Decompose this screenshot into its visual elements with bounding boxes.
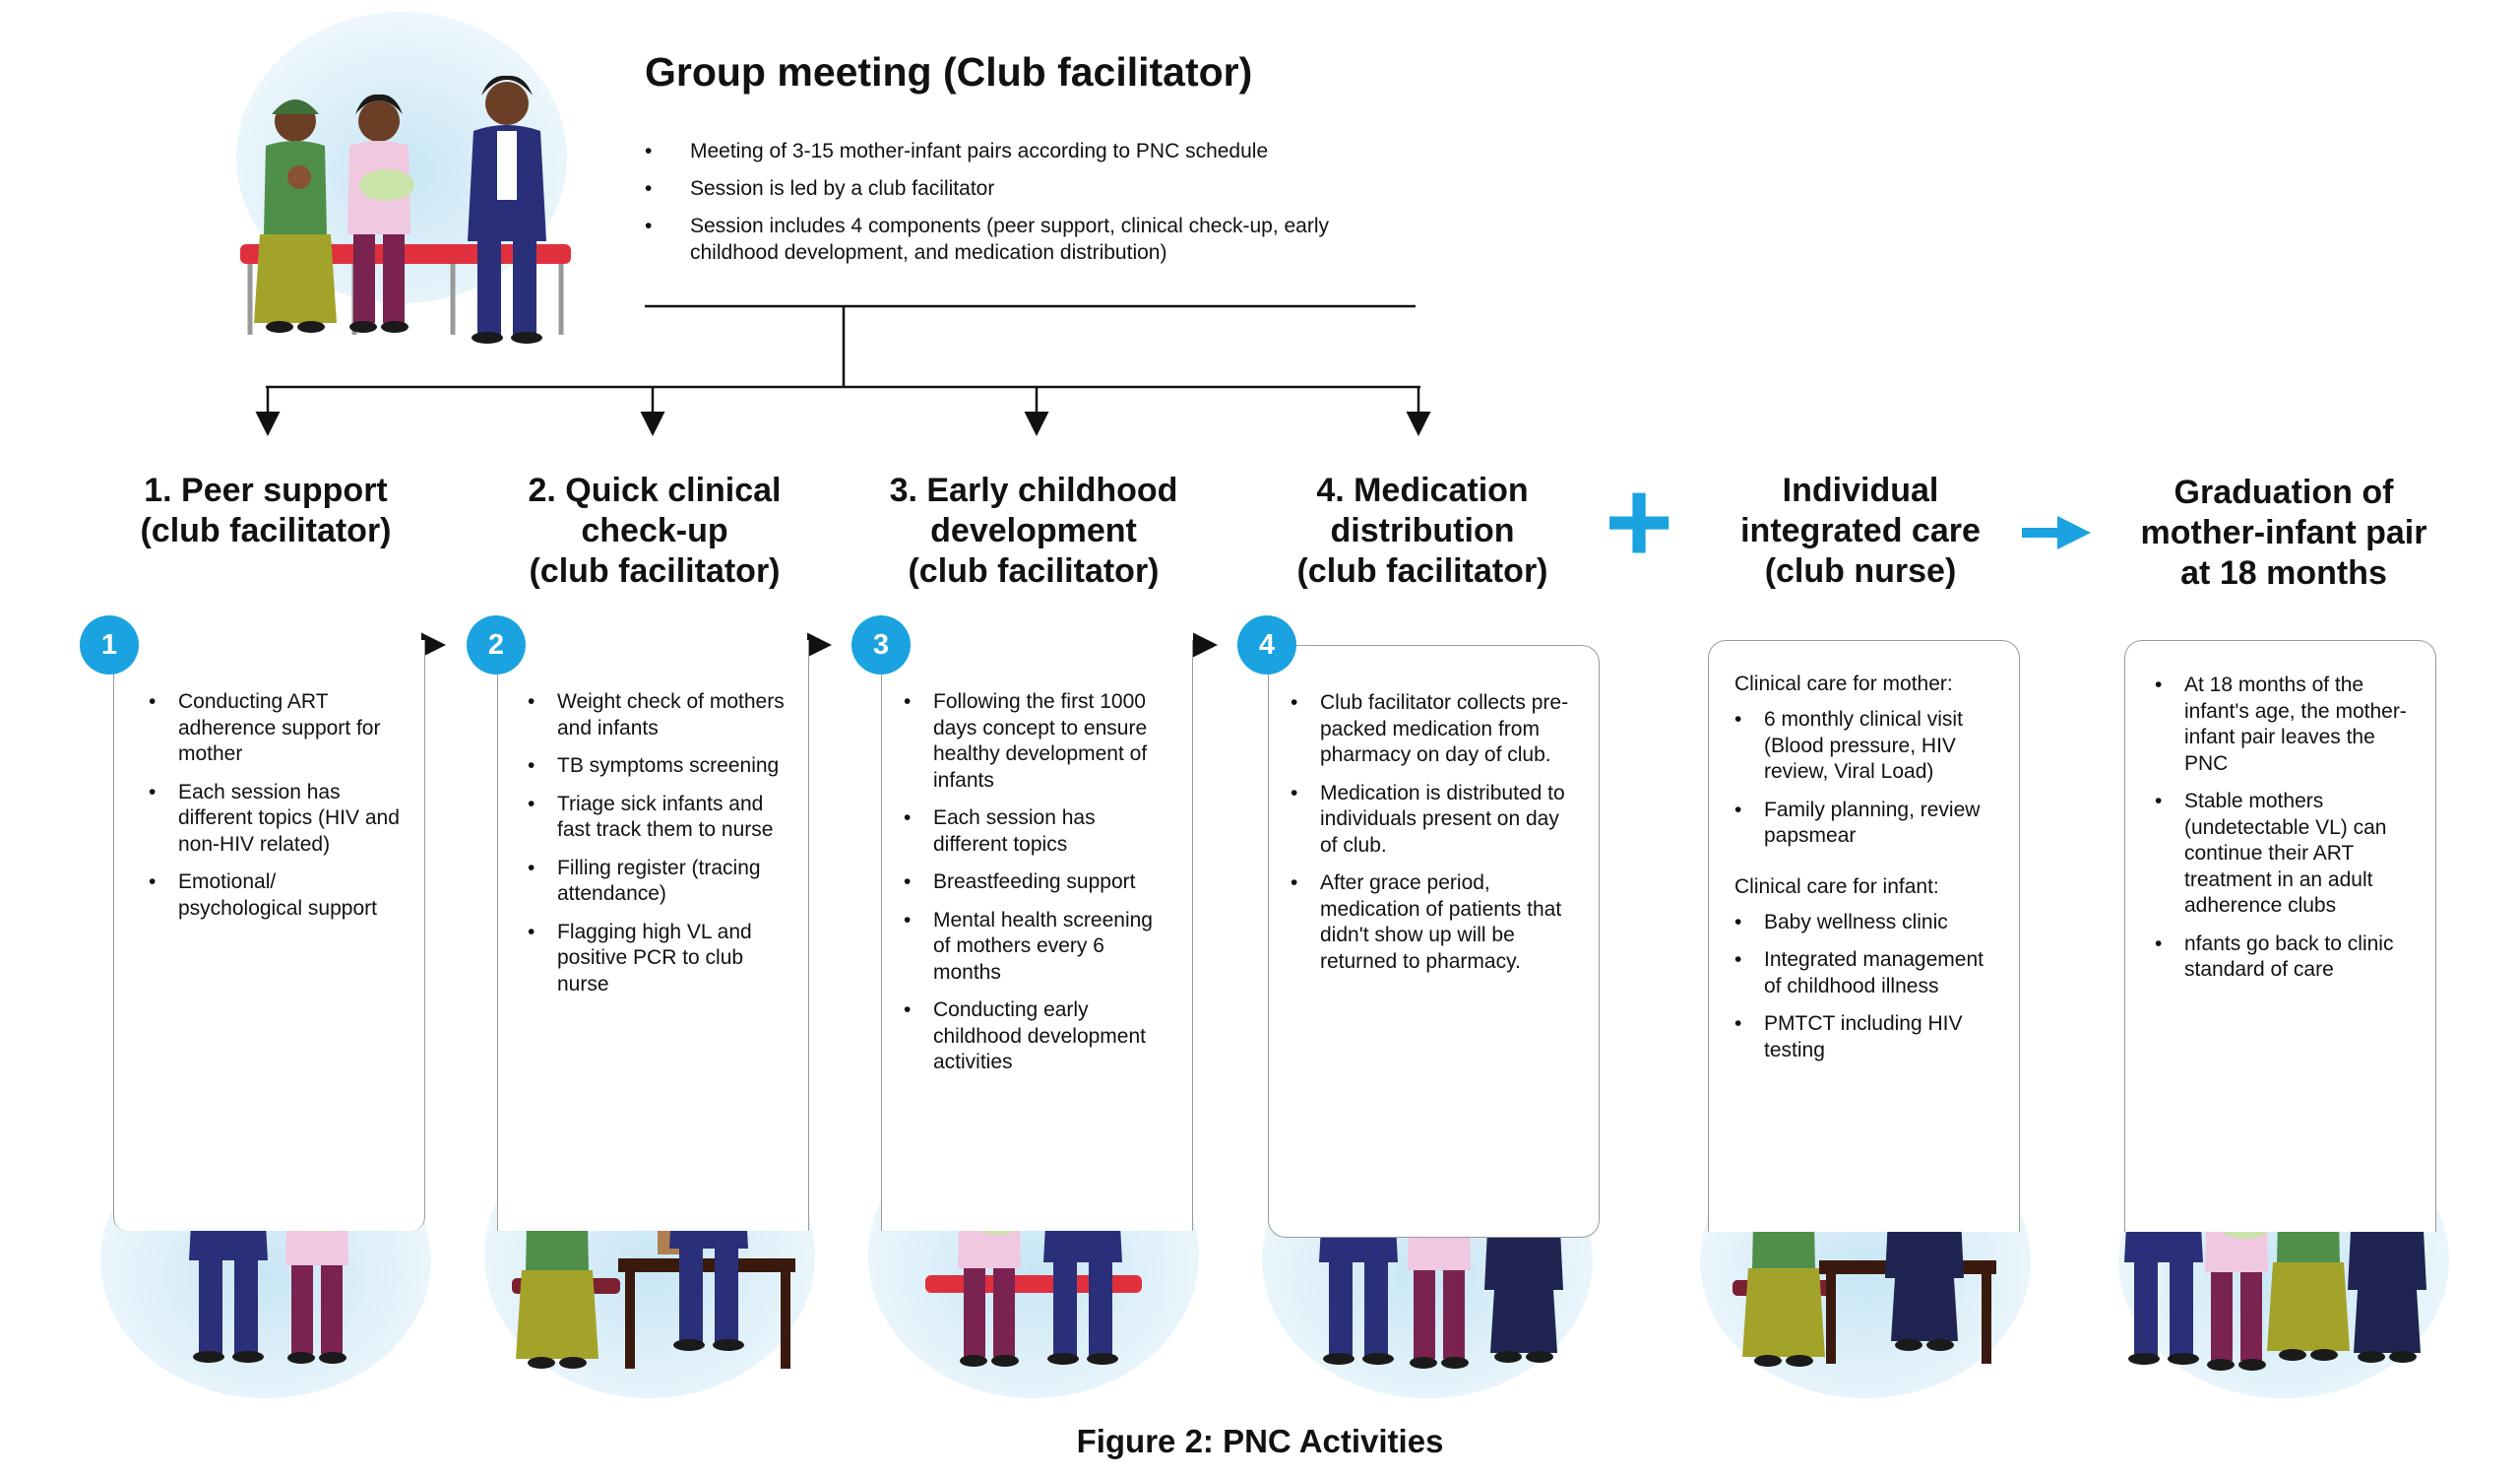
list-item: • Baby wellness clinic <box>1734 910 2001 936</box>
clinical-checkup-panel <box>497 640 809 1231</box>
list-item: • After grace period, medication of patients that didn't show up will be returned to pharmacy. <box>1291 870 1581 975</box>
medication-distribution-title <box>1255 471 1590 592</box>
title-line: 1. Peer support <box>144 472 388 509</box>
title-line: at 18 months <box>2180 554 2387 592</box>
title-line: (club facilitator) <box>529 552 781 590</box>
list-item: • Conducting ART adherence support for mother <box>149 689 405 768</box>
group-meeting-title: Group meeting (Club facilitator) <box>645 49 1253 95</box>
medication-list <box>1291 690 1581 975</box>
group-meeting-bullet: • Meeting of 3-15 mother-infant pairs according to PNC schedule <box>645 138 1393 164</box>
figure-caption: Figure 2: PNC Activities <box>1076 1423 1444 1459</box>
list-item: • Flagging high VL and positive PCR to club nurse <box>528 920 790 998</box>
title-line: distribution <box>1330 512 1515 549</box>
title-line: 4. Medication <box>1316 472 1529 509</box>
list-item: • Breastfeeding support <box>904 869 1174 896</box>
mother-care-heading: Clinical care for mother: <box>1734 673 1953 695</box>
title-line: development <box>930 512 1137 549</box>
list-item: • Following the first 1000 days concept to ensure healthy development of infants <box>904 689 1174 794</box>
infant-care-list <box>1734 910 2001 1064</box>
integrated-care-content <box>1734 671 2001 1063</box>
mother-care-list <box>1734 707 2001 850</box>
peer-support-panel <box>113 640 425 1231</box>
list-item: • Club facilitator collects pre-packed medication from pharmacy on day of club. <box>1291 690 1581 769</box>
title-line: 3. Early childhood <box>889 472 1178 509</box>
early-childhood-title <box>866 471 1201 592</box>
group-meeting-bullet: • Session includes 4 components (peer support, clinical check-up, early childhood development, and medication distribution) <box>645 213 1393 266</box>
early-childhood-list <box>904 689 1174 1076</box>
early-childhood-panel <box>881 640 1193 1231</box>
title-line: Individual <box>1782 472 1939 509</box>
graduation-arrow <box>2022 516 2091 549</box>
list-item: • TB symptoms screening <box>528 753 790 780</box>
graduation-panel <box>2124 640 2436 1232</box>
list-item: • Weight check of mothers and infants <box>528 689 790 741</box>
title-line: (club facilitator) <box>1296 552 1548 590</box>
group-meeting-bullet: • Session is led by a club facilitator <box>645 175 1393 202</box>
title-line: (club facilitator) <box>908 552 1160 590</box>
list-item: • Emotional/ psychological support <box>149 869 405 922</box>
title-line: Graduation of <box>2174 474 2394 511</box>
list-item: • Integrated management of childhood illness <box>1734 947 2001 999</box>
step-2-badge: 2 <box>467 615 526 674</box>
infant-care-heading: Clinical care for infant: <box>1734 874 1939 898</box>
list-item: • PMTCT including HIV testing <box>1734 1011 2001 1063</box>
list-item: • Conducting early childhood development activities <box>904 997 1174 1076</box>
step-4-badge: 4 <box>1237 615 1296 674</box>
clinical-checkup-title <box>492 471 817 592</box>
list-item: • Mental health screening of mothers every 6 months <box>904 908 1174 987</box>
medication-panel <box>1268 645 1600 1238</box>
list-item: • 6 monthly clinical visit (Blood pressure, HIV review, Viral Load) <box>1734 707 2001 786</box>
peer-support-list <box>149 689 405 922</box>
graduation-title <box>2107 473 2461 594</box>
header-connector <box>266 306 1420 431</box>
title-line: mother-infant pair <box>2140 514 2427 551</box>
list-item: • Each session has different topics (HIV and non-HIV related) <box>149 780 405 859</box>
list-item: • Family planning, review papsmear <box>1734 798 2001 850</box>
group-meeting-bullets <box>645 138 1393 277</box>
list-item: • At 18 months of the infant's age, the mother-infant pair leaves the PNC <box>2155 673 2418 777</box>
graduation-list <box>2155 673 2418 984</box>
title-line: 2. Quick clinical <box>528 472 782 509</box>
list-item: • nfants go back to clinic standard of care <box>2155 931 2418 984</box>
step-1-badge: 1 <box>80 615 139 674</box>
title-line: integrated care <box>1740 512 1981 549</box>
list-item: • Stable mothers (undetectable VL) can continue their ART treatment in an adult adherence clubs <box>2155 789 2418 920</box>
peer-support-title <box>108 471 423 551</box>
plus-symbol: + <box>1605 456 1674 588</box>
title-line: (club nurse) <box>1764 552 1957 590</box>
clinical-checkup-list <box>528 689 790 997</box>
list-item: • Triage sick infants and fast track them to nurse <box>528 792 790 844</box>
step-3-badge: 3 <box>851 615 911 674</box>
list-item: • Each session has different topics <box>904 805 1174 858</box>
integrated-care-title <box>1693 471 2028 592</box>
list-item: • Medication is distributed to individuals present on day of club. <box>1291 781 1581 860</box>
group-meeting-illustration <box>236 12 571 344</box>
list-item: • Filling register (tracing attendance) <box>528 856 790 908</box>
title-line: check-up <box>581 512 728 549</box>
integrated-care-panel <box>1708 640 2020 1232</box>
title-line: (club facilitator) <box>140 512 392 549</box>
